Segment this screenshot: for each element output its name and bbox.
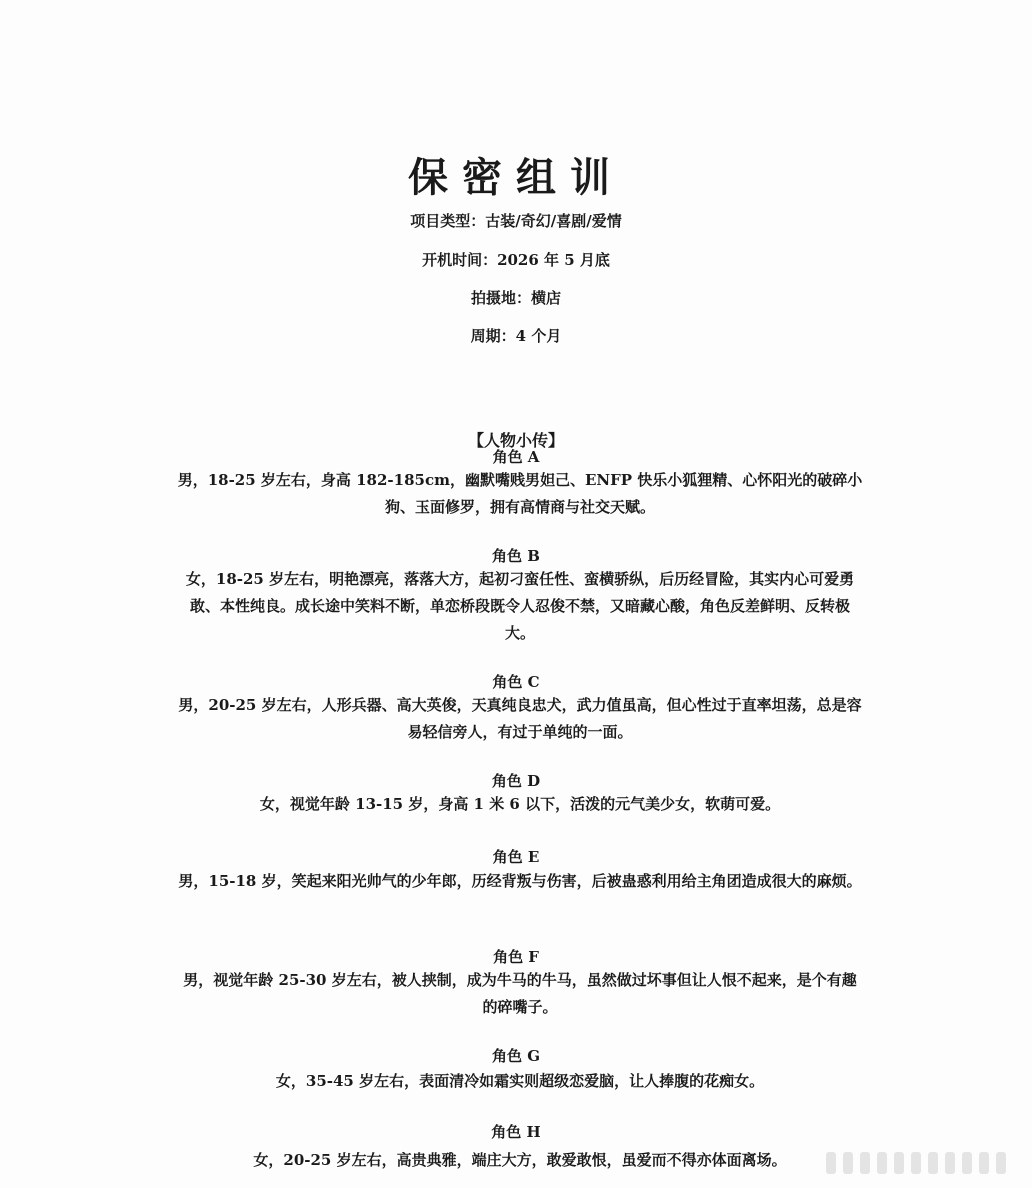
watermark-bar <box>996 1152 1006 1174</box>
watermark-bar <box>877 1152 887 1174</box>
role-desc-h: 女，20-25 岁左右，高贵典雅，端庄大方，敢爱敢恨，虽爱而不得亦体面离场。 <box>253 1151 787 1169</box>
role-name-h: 角色 H <box>491 1123 541 1141</box>
document-title: 保密组训 <box>408 154 624 201</box>
watermark-bar <box>928 1152 938 1174</box>
watermark-bar <box>945 1152 955 1174</box>
meta-project-type: 项目类型：古装/奇幻/喜剧/爱情 <box>410 212 622 230</box>
role-name-f: 角色 F <box>493 948 539 966</box>
watermark-bar <box>843 1152 853 1174</box>
section-heading: 【人物小传】 <box>467 431 564 450</box>
role-desc-c: 男，20-25 岁左右，人形兵器、高大英俊，天真纯良忠犬，武力值虽高，但心性过于直率坦荡，总是容易轻信旁人，有过于单纯的一面。 <box>178 696 862 741</box>
watermark-bar <box>979 1152 989 1174</box>
role-desc-f: 男，视觉年龄 25-30 岁左右，被人挟制，成为牛马的牛马，虽然做过坏事但让人恨不起来，是个有趣的碎嘴子。 <box>183 971 857 1016</box>
role-desc-d: 女，视觉年龄 13-15 岁，身高 1 米 6 以下，活泼的元气美少女，软萌可爱。 <box>259 795 781 813</box>
watermark-bar <box>826 1152 836 1174</box>
role-desc-a: 男，18-25 岁左右，身高 182-185cm，幽默嘴贱男妲己、ENFP 快乐小狐狸精、心怀阳光的破碎小狗、玉面修罗，拥有高情商与社交天赋。 <box>177 471 863 516</box>
role-name-b: 角色 B <box>492 547 540 565</box>
role-name-g: 角色 G <box>491 1047 541 1065</box>
role-desc-b: 女，18-25 岁左右，明艳漂亮，落落大方，起初刁蛮任性、蛮横骄纵，后历经冒险，其实内心可爱勇敢、本性纯良。成长途中笑料不断，单恋桥段既令人忍俊不禁，又暗藏心酸，角色反差鲜明、反转极大。 <box>185 570 855 642</box>
role-name-e: 角色 E <box>492 848 540 866</box>
watermark-bar <box>860 1152 870 1174</box>
watermark-bar <box>894 1152 904 1174</box>
role-desc-e: 男，15-18 岁，笑起来阳光帅气的少年郎，历经背叛与伤害，后被蛊惑利用给主角团造成很大的麻烦。 <box>178 872 862 890</box>
watermark <box>826 1152 1006 1174</box>
role-desc-g: 女，35-45 岁左右，表面清冷如霜实则超级恋爱脑，让人捧腹的花痴女。 <box>275 1072 765 1090</box>
role-name-d: 角色 D <box>491 772 541 790</box>
meta-start-time: 开机时间：2026 年 5 月底 <box>422 251 610 269</box>
meta-location: 拍摄地：横店 <box>470 289 561 307</box>
role-name-a: 角色 A <box>492 448 540 466</box>
meta-duration: 周期：4 个月 <box>470 327 562 345</box>
watermark-bar <box>911 1152 921 1174</box>
role-name-c: 角色 C <box>492 673 540 691</box>
watermark-bar <box>962 1152 972 1174</box>
